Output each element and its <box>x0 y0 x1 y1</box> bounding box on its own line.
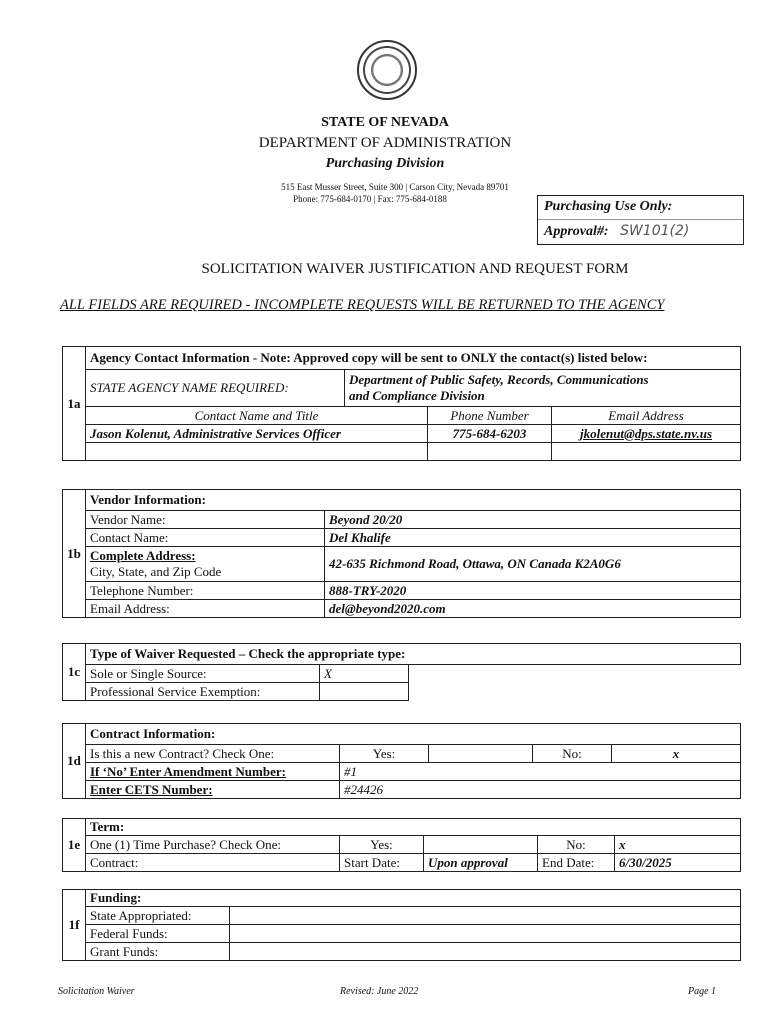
section-1c-label: 1c <box>63 644 86 701</box>
one-time-purchase-label: One (1) Time Purchase? Check One: <box>86 836 340 854</box>
vendor-contact-value[interactable]: Del Khalife <box>325 529 741 547</box>
vendor-email-label: Email Address: <box>86 600 325 618</box>
contact-phone-value[interactable]: 775-684-6203 <box>428 425 552 443</box>
funding-title: Funding: <box>86 890 741 907</box>
cets-number-label: Enter CETS Number: <box>86 781 340 799</box>
section-1a-label: 1a <box>63 347 86 461</box>
federal-funds-value[interactable] <box>230 925 741 943</box>
contact-phone-empty[interactable] <box>428 443 552 461</box>
state-name: STATE OF NEVADA <box>321 115 449 130</box>
waiver-blank-2 <box>409 683 741 701</box>
vendor-info-title: Vendor Information: <box>86 490 741 511</box>
new-contract-yes-checkbox[interactable] <box>429 745 533 763</box>
contact-name-value[interactable]: Jason Kolenut, Administrative Services Officer <box>86 425 428 443</box>
section-1e-label: 1e <box>63 819 86 872</box>
term-table <box>62 818 741 872</box>
phone-line: Phone: 775-684-0170 | Fax: 775-684-0188 <box>293 194 447 204</box>
agency-name-label: STATE AGENCY NAME REQUIRED: <box>86 370 345 407</box>
federal-funds-label: Federal Funds: <box>86 925 230 943</box>
start-date-label: Start Date: <box>340 854 424 872</box>
purchasing-use-label: Purchasing Use Only: <box>538 196 743 220</box>
approval-number: SW101(2) <box>620 223 690 239</box>
section-1b-label: 1b <box>63 490 86 618</box>
amendment-number-label: If ‘No’ Enter Amendment Number: <box>86 763 340 781</box>
contact-name-empty[interactable] <box>86 443 428 461</box>
nevada-state-seal <box>357 40 417 100</box>
phone-number-header: Phone Number <box>428 407 552 425</box>
one-time-yes-checkbox[interactable] <box>424 836 538 854</box>
grant-funds-label: Grant Funds: <box>86 943 230 961</box>
division-name: Purchasing Division <box>325 156 445 171</box>
vendor-name-value[interactable]: Beyond 20/20 <box>325 511 741 529</box>
vendor-address-label: Complete Address: <box>90 548 196 563</box>
state-appropriated-label: State Appropriated: <box>86 907 230 925</box>
agency-contact-title: Agency Contact Information - Note: Approved copy will be sent to ONLY the contact(s) listed below: <box>86 347 741 370</box>
funding-table <box>62 889 741 961</box>
agency-contact-table <box>62 346 741 461</box>
new-contract-yes-label: Yes: <box>340 745 429 763</box>
footer-revised: Revised: June 2022 <box>340 986 419 997</box>
approval-label: Approval#: <box>544 224 609 239</box>
sole-source-checkbox[interactable]: X <box>320 665 409 683</box>
vendor-phone-label: Telephone Number: <box>86 582 325 600</box>
vendor-name-label: Vendor Name: <box>86 511 325 529</box>
vendor-address-value[interactable]: 42-635 Richmond Road, Ottawa, ON Canada K2A0G6 <box>325 547 741 582</box>
start-date-value[interactable]: Upon approval <box>424 854 538 872</box>
sole-source-label: Sole or Single Source: <box>86 665 320 683</box>
agency-name-value[interactable] <box>345 370 741 407</box>
grant-funds-value[interactable] <box>230 943 741 961</box>
vendor-contact-label: Contact Name: <box>86 529 325 547</box>
email-address-header: Email Address <box>552 407 741 425</box>
purchasing-use-box <box>537 195 744 245</box>
end-date-value[interactable]: 6/30/2025 <box>615 854 741 872</box>
footer-page-number: Page 1 <box>688 986 717 997</box>
waiver-blank <box>409 665 741 683</box>
contract-info-title: Contract Information: <box>86 724 741 745</box>
section-1d-label: 1d <box>63 724 86 799</box>
end-date-label: End Date: <box>538 854 615 872</box>
agency-name-line-2: and Compliance Division <box>349 388 485 403</box>
waiver-type-table <box>62 643 741 701</box>
one-time-no-label: No: <box>538 836 615 854</box>
vendor-email-value[interactable]: del@beyond2020.com <box>325 600 741 618</box>
contact-name-header: Contact Name and Title <box>86 407 428 425</box>
approval-row <box>538 220 743 243</box>
vendor-address-sublabel: City, State, and Zip Code <box>90 564 222 579</box>
agency-name-line-1: Department of Public Safety, Records, Communications <box>349 372 649 387</box>
amendment-number-value[interactable]: #1 <box>340 763 741 781</box>
waiver-type-title: Type of Waiver Requested – Check the appropriate type: <box>86 644 741 665</box>
address-line: 515 East Musser Street, Suite 300 | Carson City, Nevada 89701 <box>281 182 509 192</box>
one-time-yes-label: Yes: <box>340 836 424 854</box>
new-contract-no-checkbox[interactable]: x <box>612 745 741 763</box>
professional-service-checkbox[interactable] <box>320 683 409 701</box>
vendor-info-table <box>62 489 741 618</box>
term-title: Term: <box>86 819 741 836</box>
new-contract-no-label: No: <box>533 745 612 763</box>
professional-service-label: Professional Service Exemption: <box>86 683 320 701</box>
footer-form-name: Solicitation Waiver <box>58 986 135 997</box>
one-time-no-checkbox[interactable]: x <box>615 836 741 854</box>
vendor-phone-value[interactable]: 888-TRY-2020 <box>325 582 741 600</box>
contract-info-table <box>62 723 741 799</box>
contact-email-empty[interactable] <box>552 443 741 461</box>
department-name: DEPARTMENT OF ADMINISTRATION <box>258 135 512 151</box>
new-contract-label: Is this a new Contract? Check One: <box>86 745 340 763</box>
section-1f-label: 1f <box>63 890 86 961</box>
contact-email-value[interactable]: jkolenut@dps.state.nv.us <box>552 425 741 443</box>
required-notice: ALL FIELDS ARE REQUIRED - INCOMPLETE REQUESTS WILL BE RETURNED TO THE AGENCY <box>60 297 665 313</box>
cets-number-value[interactable]: #24426 <box>340 781 741 799</box>
form-title: SOLICITATION WAIVER JUSTIFICATION AND REQUEST FORM <box>201 261 629 277</box>
vendor-address-label-cell <box>86 547 325 582</box>
contract-label: Contract: <box>86 854 340 872</box>
state-appropriated-value[interactable] <box>230 907 741 925</box>
